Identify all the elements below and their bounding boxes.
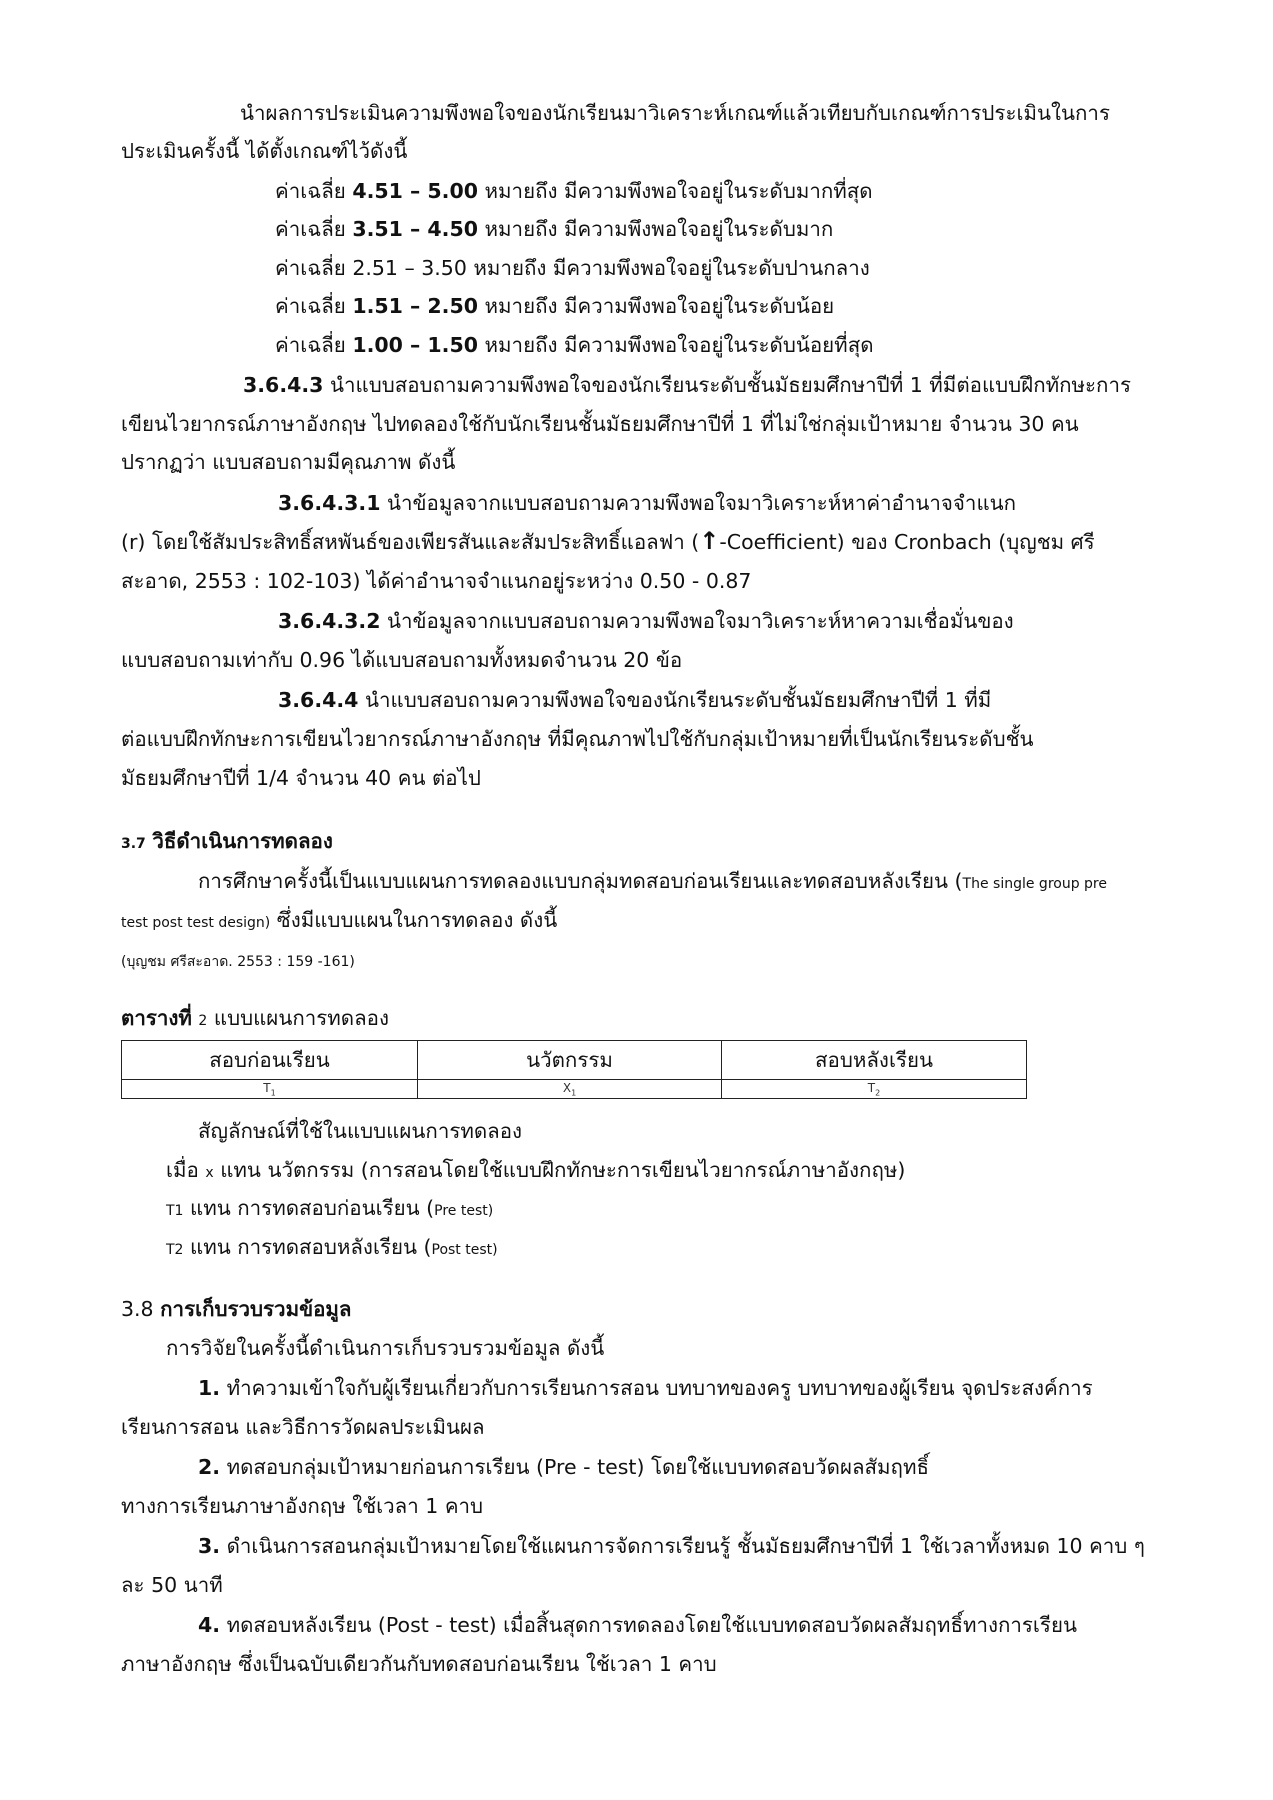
section-3643-line2: เขียนไวยากรณ์ภาษาอังกฤษ ไปทดลองใช้กับนักเรียนชั้นมัธยมศึกษาปีที่ 1 ที่ไม่ใช่กลุ่มเป้าหมาย จำนวน 30 คน [121,412,1079,436]
criteria-item [275,291,834,321]
table-header-cell: สอบหลังเรียน [722,1041,1027,1080]
criteria-item [275,214,833,244]
step-text: ทำความเข้าใจกับผู้เรียนเกี่ยวกับการเรียนการสอน บทบาทของครู บทบาทของผู้เรียน จุดประสงค์การ [226,1376,1093,1400]
table-cell [722,1080,1027,1099]
symbol-key: x [205,1165,214,1181]
symbol-key: T2 [166,1242,184,1258]
table-cell-symbol: T [867,1080,876,1095]
criteria-prefix: ค่าเฉลี่ย [275,294,346,318]
section-3644-line1 [278,685,991,715]
step-text: ทดสอบหลังเรียน (Post - test) เมื่อสิ้นสุดการทดลองโดยใช้แบบทดสอบวัดผลสัมฤทธิ์ทางการเรียน [226,1613,1077,1637]
step-1-line2: เรียนการสอน และวิธีการวัดผลประเมินผล [121,1415,485,1439]
section-number: 3.6.4.3.2 [278,609,381,633]
section-3644-line3: มัธยมศึกษาปีที่ 1/4 จำนวน 40 คน ต่อไป [121,766,481,790]
section-37-line2 [121,905,557,938]
step-number: 4. [198,1613,221,1637]
table-cell-sub: 2 [875,1088,881,1098]
table-cell-sub: 1 [270,1088,276,1098]
table-cell-symbol: T [263,1080,271,1095]
step-3-line2: ละ 50 นาที [121,1573,223,1597]
section-text: ซึ่งมีแบบแผนในการทดลอง ดังนี้ [270,908,558,932]
criteria-meaning: หมายถึง มีความพึงพอใจอยู่ในระดับมาก [484,217,834,241]
section-title: การเก็บรวบรวมข้อมูล [160,1297,352,1321]
citation-author: (บุญชม ศรีสะอาด. [121,954,238,970]
citation-year: 2553 : 159 -161) [237,954,355,970]
section-text-en: The single group pre [962,876,1107,892]
experiment-design-table [121,1040,1027,1099]
symbol-text: แทน การทดสอบหลังเรียน ( [190,1235,432,1259]
section-text: นำแบบสอบถามความพึงพอใจของนักเรียนระดับชั้นมัธยมศึกษาปีที่ 1 ที่มีต่อแบบฝึกทักษะการ [329,373,1131,397]
criteria-prefix: ค่าเฉลี่ย [275,217,346,241]
symbol-t2 [166,1232,498,1265]
step-4-line2: ภาษาอังกฤษ ซึ่งเป็นฉบับเดียวกันกับทดสอบก่อนเรียน ใช้เวลา 1 คาบ [121,1652,717,1676]
section-text: (r) โดยใช้สัมประสิทธิ์สหพันธ์ของเพียรสันและสัมประสิทธิ์แอลฟา ( [121,530,700,554]
section-36432-line1 [278,606,1014,636]
symbol-when: เมื่อ [166,1158,199,1182]
table-cell-sub: 1 [571,1088,577,1098]
criteria-item [275,330,874,360]
criteria-meaning: หมายถึง มีความพึงพอใจอยู่ในระดับปานกลาง [473,256,870,280]
section-title: วิธีดำเนินการทดลอง [152,829,333,853]
alpha-arrow-icon: ↑ [699,527,720,555]
section-38-heading [121,1294,351,1324]
criteria-prefix: ค่าเฉลี่ย [275,333,346,357]
section-number: 3.6.4.3.1 [278,491,381,515]
section-text: -Coefficient) ของ Cronbach (บุญชม ศรี [719,530,1095,554]
criteria-item [275,176,873,206]
table-caption-text: แบบแผนการทดลอง [213,1006,389,1030]
section-text: นำข้อมูลจากแบบสอบถามความพึงพอใจมาวิเคราะห์หาความเชื่อมั่นของ [387,609,1014,633]
step-text: ดำเนินการสอนกลุ่มเป้าหมายโดยใช้แผนการจัดการเรียนรู้ ชั้นมัธยมศึกษาปีที่ 1 ใช้เวลาทั้งหมด 10 คาบ ๆ [226,1534,1145,1558]
table-row [122,1080,1027,1099]
step-4-line1 [198,1610,1077,1640]
criteria-range: 3.51 – 4.50 [352,217,478,241]
section-3644-line2: ต่อแบบฝึกทักษะการเขียนไวยากรณ์ภาษาอังกฤษ ที่มีคุณภาพไปใช้กับกลุ่มเป้าหมายที่เป็นนักเรียนระดับชั้น [121,727,1034,751]
symbol-text-en: Post test) [431,1242,498,1258]
section-36432-line2: แบบสอบถามเท่ากับ 0.96 ได้แบบสอบถามทั้งหมดจำนวน 20 ข้อ [121,648,683,672]
section-36431-line1 [278,488,1016,518]
criteria-range: 4.51 – 5.00 [352,179,478,203]
criteria-range: 1.00 – 1.50 [352,333,478,357]
symbol-x [166,1155,905,1188]
criteria-meaning: หมายถึง มีความพึงพอใจอยู่ในระดับน้อย [484,294,835,318]
citation [121,944,355,977]
section-36431-line2 [121,527,1095,557]
step-text: ทดสอบกลุ่มเป้าหมายก่อนการเรียน (Pre - test) โดยใช้แบบทดสอบวัดผลสัมฤทธิ์ [226,1455,929,1479]
criteria-prefix: ค่าเฉลี่ย [275,179,346,203]
symbol-text: แทน นวัตกรรม (การสอนโดยใช้แบบฝึกทักษะการเขียนไวยากรณ์ภาษาอังกฤษ) [220,1158,906,1182]
table-cell [418,1080,722,1099]
criteria-range: 1.51 – 2.50 [352,294,478,318]
criteria-intro-line2: ประเมินครั้งนี้ ได้ตั้งเกณฑ์ไว้ดังนี้ [121,139,408,163]
section-text-en: test post test design) [121,915,271,931]
section-3643-line3: ปรากฏว่า แบบสอบถามมีคุณภาพ ดังนี้ [121,450,456,474]
table-header-cell: สอบก่อนเรียน [122,1041,418,1080]
criteria-item [275,253,870,283]
symbol-text-en: Pre test) [434,1203,494,1219]
section-37-line1 [198,866,1107,899]
table-header-cell: นวัตกรรม [418,1041,722,1080]
criteria-prefix: ค่าเฉลี่ย [275,256,346,280]
criteria-meaning: หมายถึง มีความพึงพอใจอยู่ในระดับมากที่สุด [484,179,873,203]
step-number: 3. [198,1534,221,1558]
section-text: นำข้อมูลจากแบบสอบถามความพึงพอใจมาวิเคราะห์หาค่าอำนาจจำแนก [387,491,1017,515]
section-37-heading [121,826,333,859]
section-number: 3.8 [121,1297,154,1321]
section-number: 3.7 [121,836,146,852]
symbol-text: แทน การทดสอบก่อนเรียน ( [190,1196,435,1220]
table-cell [122,1080,418,1099]
section-text: การศึกษาครั้งนี้เป็นแบบแผนการทดลองแบบกลุ่มทดสอบก่อนเรียนและทดสอบหลังเรียน ( [198,869,963,893]
criteria-meaning: หมายถึง มีความพึงพอใจอยู่ในระดับน้อยที่สุด [484,333,874,357]
step-3-line1 [198,1531,1145,1561]
step-2-line1 [198,1452,929,1482]
section-text: นำแบบสอบถามความพึงพอใจของนักเรียนระดับชั้นมัธยมศึกษาปีที่ 1 ที่มี [364,688,992,712]
table-cell-symbol: X [562,1080,572,1095]
step-number: 1. [198,1376,221,1400]
symbol-key: T1 [166,1203,184,1219]
section-38-intro: การวิจัยในครั้งนี้ดำเนินการเก็บรวบรวมข้อมูล ดังนี้ [166,1336,605,1360]
section-36431-line3: สะอาด, 2553 : 102-103) ได้ค่าอำนาจจำแนกอยู่ระหว่าง 0.50 - 0.87 [121,569,752,593]
step-2-line2: ทางการเรียนภาษาอังกฤษ ใช้เวลา 1 คาบ [121,1494,484,1518]
symbol-t1 [166,1193,493,1226]
section-3643-line1 [243,370,1131,400]
criteria-intro-line1: นำผลการประเมินความพึงพอใจของนักเรียนมาวิเคราะห์เกณฑ์แล้วเทียบกับเกณฑ์การประเมินในการ [240,101,1110,125]
section-number: 3.6.4.3 [243,373,324,397]
criteria-range: 2.51 – 3.50 [352,256,467,280]
table-header-row [122,1041,1027,1080]
table-caption [121,1003,389,1036]
symbols-title: สัญลักษณ์ที่ใช้ในแบบแผนการทดลอง [198,1119,523,1143]
table-caption-label: ตารางที่ [121,1006,192,1030]
step-number: 2. [198,1455,221,1479]
step-1-line1 [198,1373,1093,1403]
table-caption-number: 2 [198,1013,208,1029]
section-number: 3.6.4.4 [278,688,359,712]
